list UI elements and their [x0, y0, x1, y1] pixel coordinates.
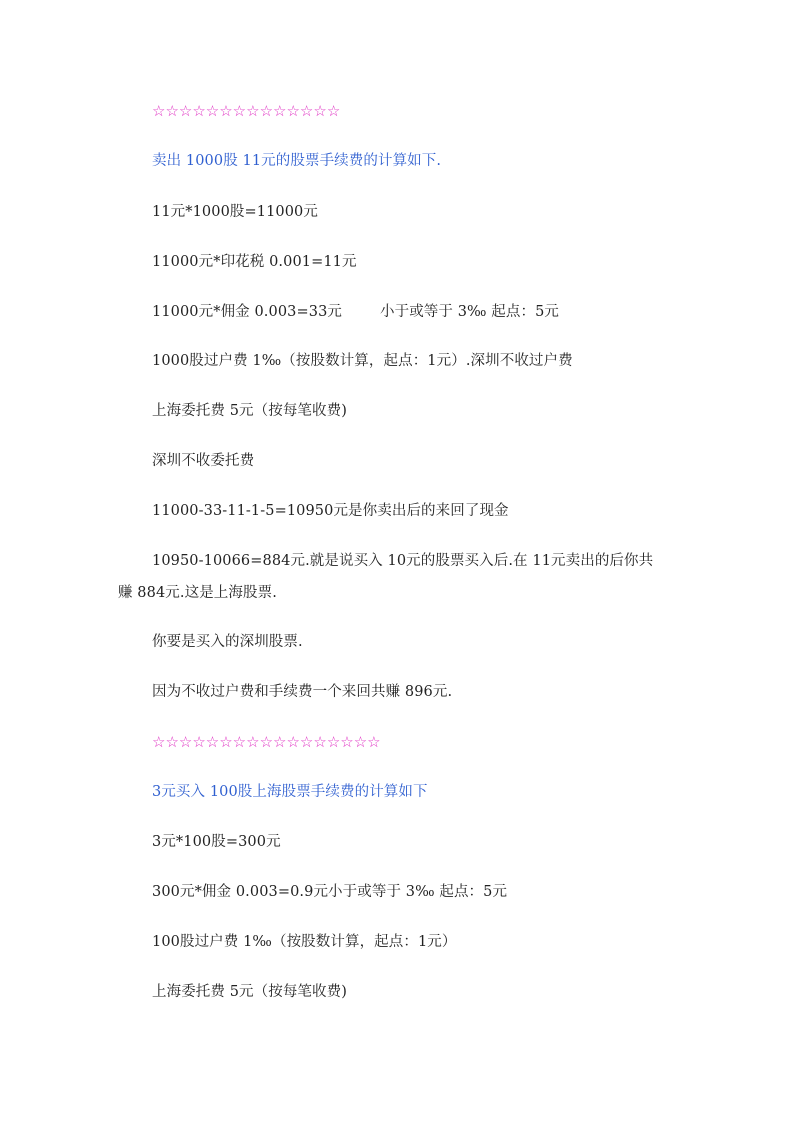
- calc-line: 深圳不收委托费: [152, 453, 255, 469]
- calc-line: 11000-33-11-1-5=10950元是你卖出后的来回了现金: [152, 503, 509, 519]
- calc-line: 300元*佣金 0.003=0.9元小于或等于 3‰ 起点：5元: [152, 884, 508, 900]
- calc-line-continued: 赚 884元.这是上海股票.: [118, 585, 277, 601]
- section-title-sell: 卖出 1000股 11元的股票手续费的计算如下.: [152, 153, 442, 169]
- calc-line: 3元*100股=300元: [152, 834, 281, 850]
- star-divider-2: ☆☆☆☆☆☆☆☆☆☆☆☆☆☆☆☆☆: [152, 733, 381, 751]
- calc-line: [152, 302, 559, 322]
- calc-line: 11元*1000股=11000元: [152, 204, 318, 220]
- calc-line: 1000股过户费 1‰（按股数计算，起点：1元）.深圳不收过户费: [152, 353, 573, 369]
- calc-line: 11000元*印花税 0.001=11元: [152, 254, 357, 270]
- calc-line: 上海委托费 5元（按每笔收费): [152, 984, 347, 1000]
- calc-line: 上海委托费 5元（按每笔收费): [152, 403, 347, 419]
- calc-line: 10950-10066=884元.就是说买入 10元的股票买入后.在 11元卖出的后你共: [152, 553, 654, 569]
- commission-calc: 11000元*佣金 0.003=33元: [152, 304, 342, 320]
- section-title-buy: 3元买入 100股上海股票手续费的计算如下: [152, 784, 428, 800]
- calc-line: 你要是买入的深圳股票.: [152, 634, 303, 650]
- star-divider-1: ☆☆☆☆☆☆☆☆☆☆☆☆☆☆: [152, 102, 341, 120]
- calc-line: 100股过户费 1‰（按股数计算，起点：1元）: [152, 934, 457, 950]
- commission-minimum: 小于或等于 3‰ 起点：5元: [380, 304, 560, 320]
- calc-line: 因为不收过户费和手续费一个来回共赚 896元.: [152, 684, 453, 700]
